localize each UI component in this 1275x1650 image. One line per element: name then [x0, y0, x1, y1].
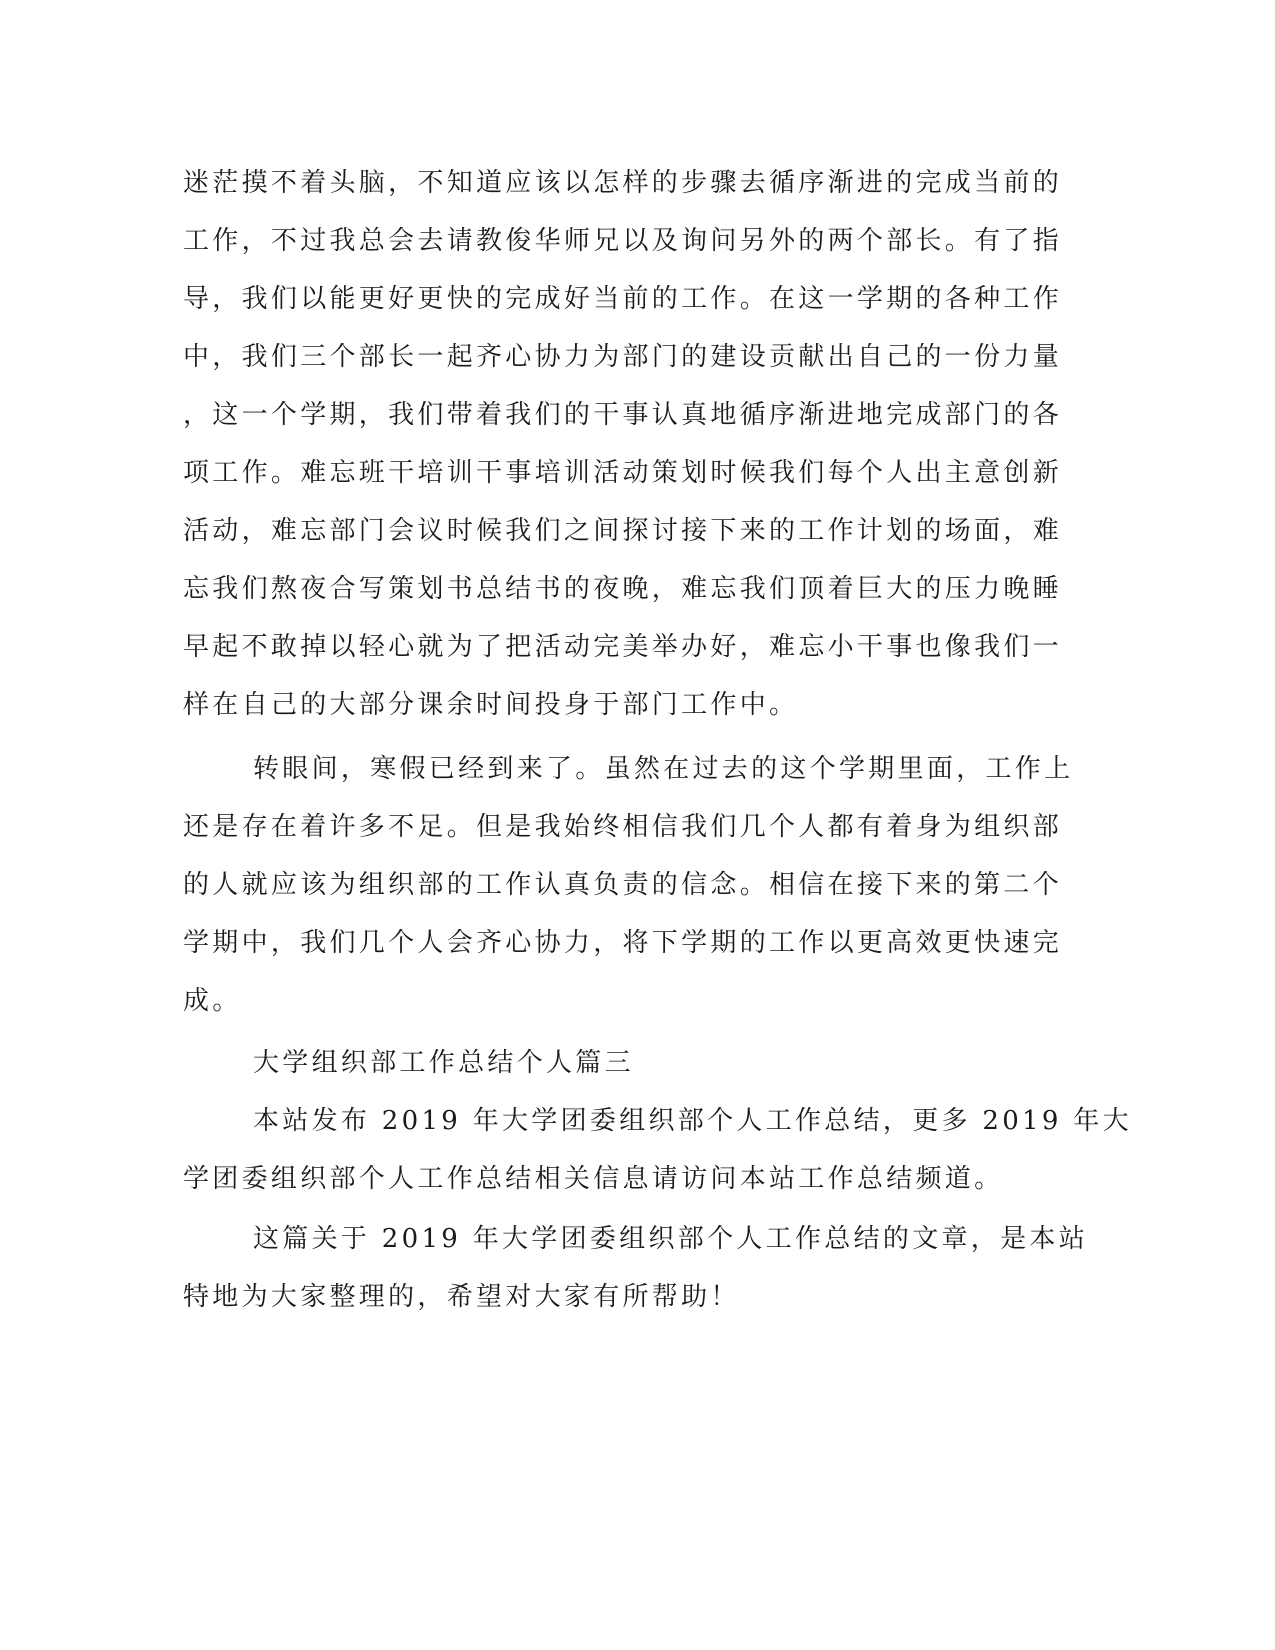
paragraph-1-line-5: ，这一个学期，我们带着我们的干事认真地循序渐进地完成部门的各: [183, 400, 1063, 430]
paragraph-1-line-4: 中，我们三个部长一起齐心协力为部门的建设贡献出自己的一份力量: [183, 342, 1063, 372]
paragraph-1-line-6: 项工作。难忘班干培训干事培训活动策划时候我们每个人出主意创新: [183, 458, 1063, 488]
paragraph-2-line-4: 学期中，我们几个人会齐心协力，将下学期的工作以更高效更快速完: [183, 928, 1063, 958]
paragraph-3-line-2: 学团委组织部个人工作总结相关信息请访问本站工作总结频道。: [183, 1164, 1004, 1194]
paragraph-1-line-9: 早起不敢掉以轻心就为了把活动完美举办好，难忘小干事也像我们一: [183, 632, 1063, 662]
paragraph-1-line-7: 活动，难忘部门会议时候我们之间探讨接下来的工作计划的场面，难: [183, 516, 1063, 546]
paragraph-1-line-10: 样在自己的大部分课余时间投身于部门工作中。: [183, 690, 799, 720]
paragraph-1-line-8: 忘我们熬夜合写策划书总结书的夜晚，难忘我们顶着巨大的压力晚睡: [183, 574, 1063, 604]
paragraph-1-line-3: 导，我们以能更好更快的完成好当前的工作。在这一学期的各种工作: [183, 284, 1063, 314]
paragraph-2-line-1: 转眼间，寒假已经到来了。虽然在过去的这个学期里面，工作上: [253, 754, 1074, 784]
paragraph-3-line-1: 本站发布 2019 年大学团委组织部个人工作总结，更多 2019 年大: [253, 1106, 1132, 1136]
paragraph-2-line-5: 成。: [183, 986, 242, 1016]
paragraph-4-line-2: 特地为大家整理的，希望对大家有所帮助！: [183, 1282, 740, 1312]
paragraph-4-line-1: 这篇关于 2019 年大学团委组织部个人工作总结的文章，是本站: [253, 1224, 1088, 1254]
paragraph-1-line-1: 迷茫摸不着头脑，不知道应该以怎样的步骤去循序渐进的完成当前的: [183, 168, 1063, 198]
paragraph-1-line-2: 工作，不过我总会去请教俊华师兄以及询问另外的两个部长。有了指: [183, 226, 1063, 256]
paragraph-2-line-3: 的人就应该为组织部的工作认真负责的信念。相信在接下来的第二个: [183, 870, 1063, 900]
section-heading: 大学组织部工作总结个人篇三: [253, 1048, 634, 1078]
paragraph-2-line-2: 还是存在着许多不足。但是我始终相信我们几个人都有着身为组织部: [183, 812, 1063, 842]
